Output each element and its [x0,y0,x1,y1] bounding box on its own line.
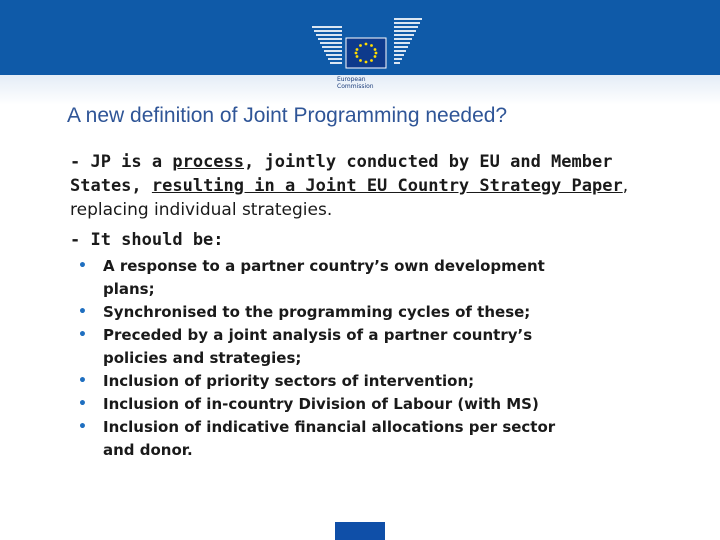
logo-text-line1: European [337,76,366,83]
slide-title: A new definition of Joint Programming needed? [67,104,508,127]
bullet-text: Inclusion of in-country Division of Labour (with MS) [103,395,539,413]
bullet-dot-icon: • [78,373,87,389]
bullet-text-cont: plans; [103,280,155,298]
bullet-dot-icon: • [78,419,87,435]
bullet-list [78,255,658,462]
para1-process: process [172,152,245,172]
bullet-item [78,416,658,462]
bullet-text: Synchronised to the programming cycles of these; [103,303,531,321]
bullet-item [78,370,658,393]
bullet-item [78,255,658,301]
para1-resulting: resulting in a Joint EU Country Strategy Paper [151,176,623,196]
bullet-item [78,324,658,370]
bullet-text: A response to a partner country’s own development [103,257,545,275]
bullet-dot-icon: • [78,304,87,320]
bullet-text: Inclusion of priority sectors of intervention; [103,372,475,390]
bullet-text-cont: policies and strategies; [103,349,302,367]
bullet-text: Inclusion of indicative financial allocations per sector [103,418,556,436]
para1-suffix: , replacing individual strategies. [70,176,629,220]
paragraph-definition [70,150,630,222]
paragraph-should-be: - It should be: [70,230,224,250]
logo-text-line2: Commission [337,83,374,90]
logo-text [337,76,374,90]
bullet-item [78,301,658,324]
bullet-text-cont: and donor. [103,441,193,459]
para1-prefix: - JP is a [70,152,173,172]
bullet-dot-icon: • [78,327,87,343]
bullet-dot-icon: • [78,396,87,412]
bullet-item [78,393,658,416]
para1-mid: , jointly conducted by EU and Member States, [70,152,613,196]
bullet-dot-icon: • [78,258,87,274]
eu-flag-icon [335,522,385,540]
bullet-text: Preceded by a joint analysis of a partner country’s [103,326,533,344]
